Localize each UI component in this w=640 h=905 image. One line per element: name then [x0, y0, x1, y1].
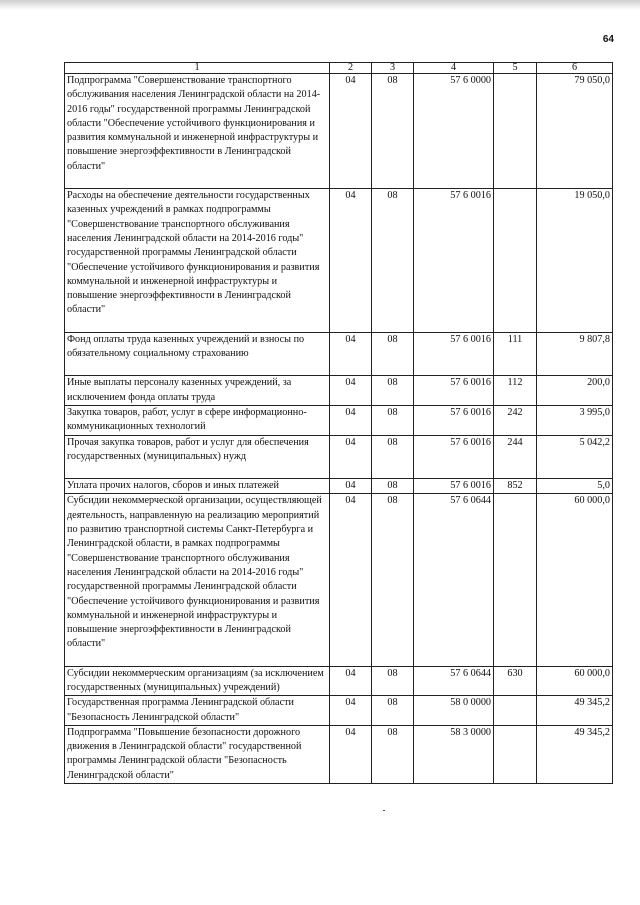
subsection-code-cell: 08 [372, 696, 414, 726]
target-article-cell: 58 3 0000 [414, 725, 494, 783]
subsection-code-cell: 08 [372, 189, 414, 333]
section-code-cell: 04 [330, 189, 372, 333]
column-header: 1 [65, 63, 330, 74]
section-code-cell: 04 [330, 696, 372, 726]
expense-type-cell: 244 [494, 435, 537, 479]
target-article-cell: 57 6 0016 [414, 479, 494, 494]
amount-cell: 200,0 [537, 376, 613, 406]
table-row [65, 479, 613, 494]
scan-top-shadow [0, 0, 640, 10]
row-name-cell: Фонд оплаты труда казенных учреждений и взносы по обязательному социальному страхованию [65, 332, 330, 376]
subsection-code-cell: 08 [372, 405, 414, 435]
subsection-code-cell: 08 [372, 376, 414, 406]
section-code-cell: 04 [330, 666, 372, 696]
table-row [65, 666, 613, 696]
expense-type-cell: 112 [494, 376, 537, 406]
target-article-cell: 57 6 0016 [414, 332, 494, 376]
target-article-cell: 57 6 0016 [414, 435, 494, 479]
subsection-code-cell: 08 [372, 666, 414, 696]
amount-cell: 49 345,2 [537, 725, 613, 783]
table-body [65, 74, 613, 784]
table-row [65, 74, 613, 189]
page-number: 64 [602, 34, 614, 45]
section-code-cell: 04 [330, 725, 372, 783]
table-row [65, 435, 613, 479]
expense-type-cell [494, 494, 537, 666]
budget-table [64, 62, 613, 784]
amount-cell: 60 000,0 [537, 494, 613, 666]
amount-cell: 3 995,0 [537, 405, 613, 435]
section-code-cell: 04 [330, 479, 372, 494]
row-name-cell: Уплата прочих налогов, сборов и иных платежей [65, 479, 330, 494]
target-article-cell: 58 0 0000 [414, 696, 494, 726]
section-code-cell: 04 [330, 376, 372, 406]
footer-mark [383, 810, 385, 811]
row-name-cell: Субсидии некоммерческой организации, осуществляющей деятельность, направленную на реализацию мероприятий по развитию транспортной системы Санкт-Петербурга и Ленинградской области, в рамках подпрограммы "Совершенствование транспортного обслуживания населения Ленинградской области на 2014-2016 годы" государственной программы Ленинградской области "Обеспечение устойчивого функционирования и развития коммунальной и инженерной инфраструктуры и повышение энергоэффективности в Ленинградской области" [65, 494, 330, 666]
expense-type-cell: 242 [494, 405, 537, 435]
expense-type-cell [494, 74, 537, 189]
subsection-code-cell: 08 [372, 725, 414, 783]
target-article-cell: 57 6 0016 [414, 189, 494, 333]
row-name-cell: Подпрограмма "Совершенствование транспортного обслуживания населения Ленинградской области на 2014-2016 годы" государственной программы Ленинградской области "Обеспечение устойчивого функционирования и развития коммунальной и инженерной инфраструктуры и повышение энергоэффективности в Ленинградской области" [65, 74, 330, 189]
target-article-cell: 57 6 0644 [414, 666, 494, 696]
amount-cell: 5 042,2 [537, 435, 613, 479]
row-name-cell: Расходы на обеспечение деятельности государственных казенных учреждений в рамках подпрограммы "Совершенствование транспортного обслуживания населения Ленинградской области на 2014-2016 годы" государственной программы Ленинградской области "Обеспечение устойчивого функционирования и развития коммунальной и инженерной инфраструктуры и повышение энергоэффективности в Ленинградской области" [65, 189, 330, 333]
target-article-cell: 57 6 0000 [414, 74, 494, 189]
section-code-cell: 04 [330, 494, 372, 666]
table-row [65, 376, 613, 406]
column-header: 4 [414, 63, 494, 74]
table-row [65, 725, 613, 783]
section-code-cell: 04 [330, 405, 372, 435]
column-header: 5 [494, 63, 537, 74]
amount-cell: 5,0 [537, 479, 613, 494]
expense-type-cell [494, 696, 537, 726]
table-row [65, 696, 613, 726]
table-row [65, 494, 613, 666]
subsection-code-cell: 08 [372, 494, 414, 666]
row-name-cell: Государственная программа Ленинградской области "Безопасность Ленинградской области" [65, 696, 330, 726]
subsection-code-cell: 08 [372, 479, 414, 494]
target-article-cell: 57 6 0644 [414, 494, 494, 666]
table-row [65, 332, 613, 376]
target-article-cell: 57 6 0016 [414, 376, 494, 406]
table-row [65, 189, 613, 333]
section-code-cell: 04 [330, 435, 372, 479]
table-row [65, 405, 613, 435]
expense-type-cell: 630 [494, 666, 537, 696]
amount-cell: 79 050,0 [537, 74, 613, 189]
row-name-cell: Закупка товаров, работ, услуг в сфере информационно-коммуникационных технологий [65, 405, 330, 435]
subsection-code-cell: 08 [372, 435, 414, 479]
subsection-code-cell: 08 [372, 332, 414, 376]
table-header-row [65, 63, 613, 74]
column-header: 2 [330, 63, 372, 74]
row-name-cell: Подпрограмма "Повышение безопасности дорожного движения в Ленинградской области" государственной программы Ленинградской области "Безопасность Ленинградской области" [65, 725, 330, 783]
column-header: 6 [537, 63, 613, 74]
target-article-cell: 57 6 0016 [414, 405, 494, 435]
amount-cell: 60 000,0 [537, 666, 613, 696]
row-name-cell: Иные выплаты персоналу казенных учреждений, за исключением фонда оплаты труда [65, 376, 330, 406]
amount-cell: 49 345,2 [537, 696, 613, 726]
expense-type-cell: 852 [494, 479, 537, 494]
row-name-cell: Субсидии некоммерческим организациям (за исключением государственных (муниципальных) учреждений) [65, 666, 330, 696]
section-code-cell: 04 [330, 332, 372, 376]
amount-cell: 9 807,8 [537, 332, 613, 376]
expense-type-cell: 111 [494, 332, 537, 376]
section-code-cell: 04 [330, 74, 372, 189]
expense-type-cell [494, 725, 537, 783]
column-header: 3 [372, 63, 414, 74]
expense-type-cell [494, 189, 537, 333]
amount-cell: 19 050,0 [537, 189, 613, 333]
row-name-cell: Прочая закупка товаров, работ и услуг для обеспечения государственных (муниципальных) нужд [65, 435, 330, 479]
subsection-code-cell: 08 [372, 74, 414, 189]
